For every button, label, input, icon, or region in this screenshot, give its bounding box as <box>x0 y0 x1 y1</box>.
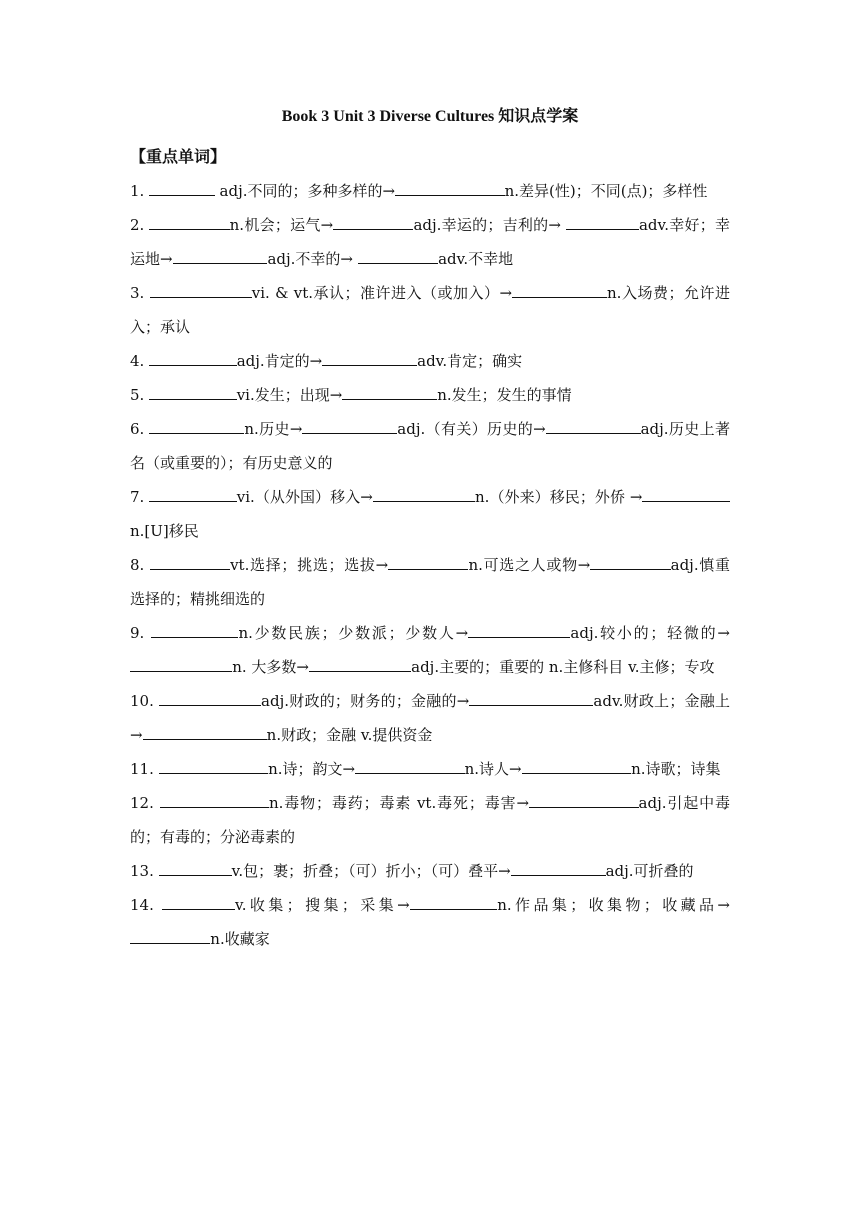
item-text: 9. <box>130 624 151 642</box>
item-text: adj.财政的；财务的；金融的→ <box>261 692 470 710</box>
answer-blank[interactable] <box>522 755 632 774</box>
item-text: 10. <box>130 692 159 710</box>
vocabulary-item <box>130 888 730 956</box>
answer-blank[interactable] <box>159 687 261 706</box>
vocabulary-item <box>130 480 730 548</box>
item-text: adj.可折叠的 <box>605 862 694 880</box>
section-heading: 【重点单词】 <box>130 147 227 166</box>
vocabulary-item <box>130 276 730 344</box>
answer-blank[interactable] <box>143 721 267 740</box>
answer-blank[interactable] <box>342 381 437 400</box>
item-text: vi. & vt.承认；准许进入（或加入）→ <box>251 284 513 302</box>
item-text: n.收藏家 <box>210 930 270 948</box>
answer-blank[interactable] <box>309 653 411 672</box>
item-text: n.财政；金融 v.提供资金 <box>266 726 433 744</box>
answer-blank[interactable] <box>333 211 413 230</box>
item-text: n.可选之人或物→ <box>468 556 591 574</box>
vocabulary-item <box>130 616 730 684</box>
answer-blank[interactable] <box>373 483 475 502</box>
answer-blank[interactable] <box>149 415 244 434</box>
item-text: n.（外来）移民；外侨 → <box>475 488 643 506</box>
item-text: n.作品集；收集物；收藏品→ <box>497 896 730 914</box>
item-text: adv.幸好；幸运地→ <box>130 216 730 268</box>
answer-blank[interactable] <box>410 891 498 910</box>
answer-blank[interactable] <box>512 279 607 298</box>
item-text: n.机会；运气→ <box>229 216 334 234</box>
vocabulary-item <box>130 854 730 888</box>
item-text: n. 大多数→ <box>232 658 309 676</box>
answer-blank[interactable] <box>358 245 438 264</box>
item-text: n.发生；发生的事情 <box>437 386 572 404</box>
item-text: 12. <box>130 794 160 812</box>
item-text: n.诗；韵文→ <box>268 760 356 778</box>
answer-blank[interactable] <box>160 789 270 808</box>
answer-blank[interactable] <box>159 755 269 774</box>
item-text: adv.财政上；金融上→ <box>130 692 731 744</box>
item-text: vi.（从外国）移入→ <box>236 488 373 506</box>
answer-blank[interactable] <box>642 483 730 502</box>
item-text: adj.不幸的→ <box>267 250 358 268</box>
answer-blank[interactable] <box>130 653 232 672</box>
answer-blank[interactable] <box>511 857 606 876</box>
vocabulary-item <box>130 684 730 752</box>
answer-blank[interactable] <box>469 687 593 706</box>
answer-blank[interactable] <box>546 415 641 434</box>
answer-blank[interactable] <box>302 415 397 434</box>
vocabulary-item <box>130 786 730 854</box>
answer-blank[interactable] <box>566 211 639 230</box>
item-text: 13. <box>130 862 159 880</box>
answer-blank[interactable] <box>150 279 252 298</box>
item-text: 14. <box>130 896 163 914</box>
item-text: n.入场费；允许进入；承认 <box>130 284 730 336</box>
answer-blank[interactable] <box>149 347 237 366</box>
vocabulary-item <box>130 174 730 208</box>
item-text: 5. <box>130 386 150 404</box>
answer-blank[interactable] <box>149 211 229 230</box>
item-text: 7. <box>130 488 150 506</box>
item-text: n.诗人→ <box>464 760 522 778</box>
item-text: adv.不幸地 <box>438 250 514 268</box>
answer-blank[interactable] <box>150 551 230 570</box>
answer-blank[interactable] <box>388 551 468 570</box>
vocabulary-item <box>130 548 730 616</box>
item-text: adj.慎重选择的；精挑细选的 <box>130 556 730 608</box>
answer-blank[interactable] <box>529 789 639 808</box>
item-text: 2. <box>130 216 150 234</box>
answer-blank[interactable] <box>173 245 268 264</box>
item-text: 1. <box>130 182 150 200</box>
document-title: Book 3 Unit 3 Diverse Cultures 知识点学案 <box>281 108 579 125</box>
item-text: adj.主要的；重要的 n.主修科目 v.主修；专攻 <box>411 658 715 676</box>
item-text: v.包；裹；折叠；（可）折小；（可）叠平→ <box>231 862 511 880</box>
item-text: n.少数民族；少数派；少数人→ <box>238 624 469 642</box>
answer-blank[interactable] <box>130 925 210 944</box>
item-text: adv.肯定；确实 <box>417 352 523 370</box>
item-text: adj.幸运的；吉利的→ <box>413 216 566 234</box>
item-text: adj.引起中毒的；有毒的；分泌毒素的 <box>130 794 730 846</box>
answer-blank[interactable] <box>149 483 237 502</box>
item-text: adj.（有关）历史的→ <box>397 420 546 438</box>
answer-blank[interactable] <box>159 857 232 876</box>
item-text: adj.肯定的→ <box>236 352 323 370</box>
vocabulary-item <box>130 752 730 786</box>
item-text: 6. <box>130 420 150 438</box>
item-text: n.诗歌；诗集 <box>631 760 721 778</box>
answer-blank[interactable] <box>395 177 505 196</box>
vocabulary-item <box>130 378 730 412</box>
worksheet-page <box>130 106 730 956</box>
item-text: n.历史→ <box>244 420 303 438</box>
answer-blank[interactable] <box>355 755 465 774</box>
vocabulary-list <box>130 174 730 956</box>
item-text: n.[U]移民 <box>130 522 199 540</box>
item-text: 11. <box>130 760 159 778</box>
answer-blank[interactable] <box>162 891 235 910</box>
item-text: 3. <box>130 284 150 302</box>
answer-blank[interactable] <box>151 619 239 638</box>
item-text: adj.不同的；多种多样的→ <box>214 182 396 200</box>
answer-blank[interactable] <box>149 177 215 196</box>
vocabulary-item <box>130 412 730 480</box>
item-text: vt.选择；挑选；选拔→ <box>230 556 389 574</box>
answer-blank[interactable] <box>590 551 670 570</box>
vocabulary-item <box>130 208 730 276</box>
item-text: 8. <box>130 556 150 574</box>
item-text: n.差异(性)；不同(点)；多样性 <box>504 182 708 200</box>
answer-blank[interactable] <box>468 619 570 638</box>
item-text: vi.发生；出现→ <box>236 386 343 404</box>
answer-blank[interactable] <box>322 347 417 366</box>
answer-blank[interactable] <box>149 381 237 400</box>
item-text: 4. <box>130 352 150 370</box>
item-text: v.收集；搜集；采集→ <box>235 896 410 914</box>
item-text: adj.历史上著名（或重要的）；有历史意义的 <box>130 420 730 472</box>
item-text: adj.较小的；轻微的→ <box>570 624 730 642</box>
item-text: n.毒物；毒药；毒素 vt.毒死；毒害→ <box>269 794 530 812</box>
vocabulary-item <box>130 344 730 378</box>
